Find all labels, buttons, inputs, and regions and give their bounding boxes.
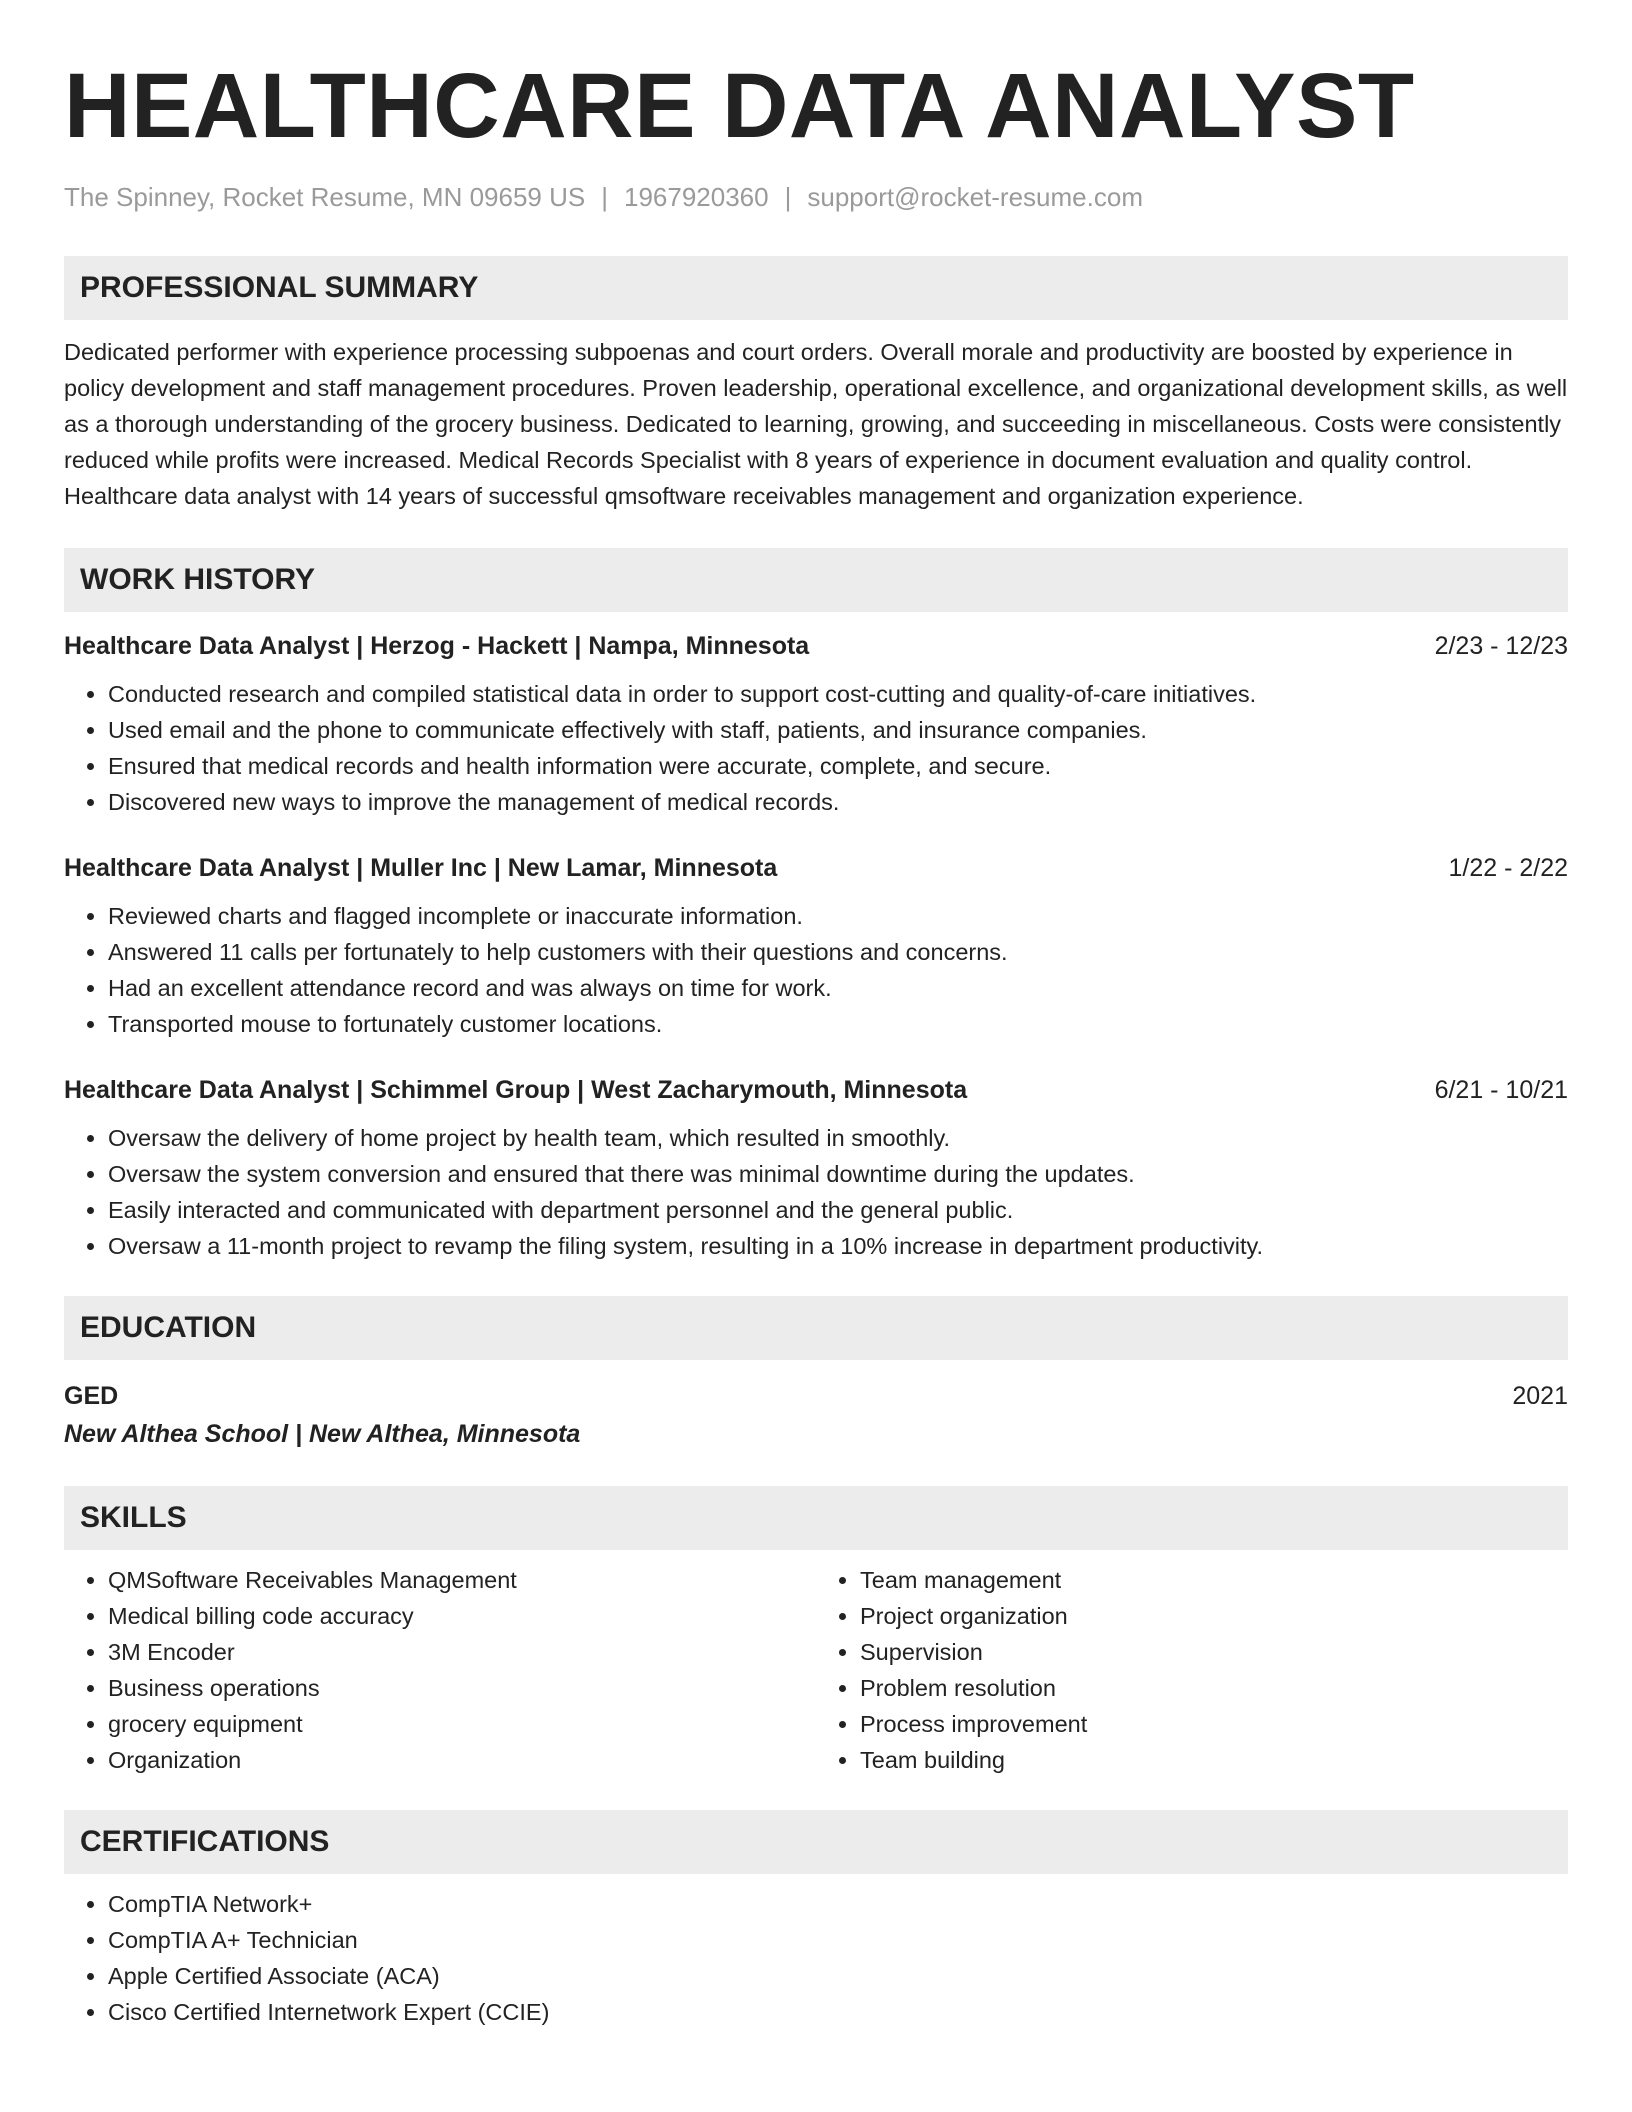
education-heading: EDUCATION (64, 1296, 1568, 1360)
certifications-list (64, 1886, 1568, 2030)
education-header (64, 1378, 1568, 1414)
certification-item: • CompTIA Network+ (108, 1886, 1568, 1922)
skill-item: • Business operations (108, 1670, 816, 1706)
skills-heading: SKILLS (64, 1486, 1568, 1550)
job-title: Healthcare Data Analyst | Herzog - Hackett | Nampa, Minnesota (64, 632, 810, 660)
job-bullet: • Had an excellent attendance record and was always on time for work. (108, 970, 1568, 1006)
job-bullet: • Conducted research and compiled statistical data in order to support cost-cutting and quality-of-care initiatives. (108, 676, 1568, 712)
skill-item: • grocery equipment (108, 1706, 816, 1742)
job-bullet: • Ensured that medical records and health information were accurate, complete, and secure. (108, 748, 1568, 784)
skill-item: • Project organization (860, 1598, 1568, 1634)
education-section (64, 1296, 1568, 1454)
job-title: Healthcare Data Analyst | Muller Inc | New Lamar, Minnesota (64, 854, 778, 882)
summary-section (64, 256, 1568, 514)
summary-heading: PROFESSIONAL SUMMARY (64, 256, 1568, 320)
skill-item: • Medical billing code accuracy (108, 1598, 816, 1634)
certification-item: • Apple Certified Associate (ACA) (108, 1958, 1568, 1994)
skills-right-column (816, 1562, 1568, 1778)
certification-item: • Cisco Certified Internetwork Expert (CCIE) (108, 1994, 1568, 2030)
contact-separator: | (784, 182, 792, 212)
skills-section (64, 1486, 1568, 1778)
skill-item: • Supervision (860, 1634, 1568, 1670)
job-bullet: • Easily interacted and communicated with department personnel and the general public. (108, 1192, 1568, 1228)
job-bullet: • Oversaw the delivery of home project by health team, which resulted in smoothly. (108, 1120, 1568, 1156)
skill-item: • Team management (860, 1562, 1568, 1598)
job-bullet: • Reviewed charts and flagged incomplete or inaccurate information. (108, 898, 1568, 934)
job-bullet: • Discovered new ways to improve the management of medical records. (108, 784, 1568, 820)
education-school: New Althea School | New Althea, Minnesota (64, 1420, 581, 1448)
job-dates: 2/23 - 12/23 (1434, 632, 1568, 660)
job-dates: 6/21 - 10/21 (1434, 1076, 1568, 1104)
contact-separator: | (601, 182, 608, 212)
contact-phone: 1967920360 (623, 182, 769, 212)
contact-address: The Spinney, Rocket Resume, MN 09659 US (64, 182, 586, 212)
summary-text: Dedicated performer with experience processing subpoenas and court orders. Overall morale and productivity are boosted by experience in policy development and staff management procedures. Proven leadership, operational excellence, and organizational development skills, as well as a thorough understanding of the grocery business. Dedicated to learning, growing, and succeeding in miscellaneous. Costs were consistently reduced while profits were increased. Medical Records Specialist with 8 years of experience in document evaluation and quality control. Healthcare data analyst with 14 years of successful qmsoftware receivables management and organization experience. (64, 339, 1568, 509)
skills-left-column (64, 1562, 816, 1778)
job-bullets (64, 676, 1568, 820)
skills-grid (64, 1550, 1568, 1778)
skill-item: • Process improvement (860, 1706, 1568, 1742)
job-entry (64, 1072, 1568, 1264)
certification-item: • CompTIA A+ Technician (108, 1922, 1568, 1958)
skill-item: • 3M Encoder (108, 1634, 816, 1670)
certifications-section (64, 1810, 1568, 2030)
job-bullet: • Oversaw the system conversion and ensured that there was minimal downtime during the updates. (108, 1156, 1568, 1192)
job-entry (64, 628, 1568, 820)
education-year: 2021 (1512, 1382, 1568, 1410)
contact-line (64, 180, 1568, 214)
job-dates: 1/22 - 2/22 (1448, 854, 1568, 882)
job-bullet: • Transported mouse to fortunately customer locations. (108, 1006, 1568, 1042)
job-entry (64, 850, 1568, 1042)
skill-item: • Organization (108, 1742, 816, 1778)
resume-name: HEALTHCARE DATA ANALYST (64, 55, 1415, 157)
work-history-section (64, 548, 1568, 1264)
contact-email: support@rocket-resume.com (807, 182, 1143, 212)
education-degree: GED (64, 1382, 119, 1410)
job-header (64, 1072, 1568, 1108)
skill-item: • Problem resolution (860, 1670, 1568, 1706)
job-bullet: • Used email and the phone to communicate effectively with staff, patients, and insurance companies. (108, 712, 1568, 748)
certifications-heading: CERTIFICATIONS (64, 1810, 1568, 1874)
skill-item: • Team building (860, 1742, 1568, 1778)
job-bullet: • Oversaw a 11-month project to revamp the filing system, resulting in a 10% increase in department productivity. (108, 1228, 1568, 1264)
job-bullet: • Answered 11 calls per fortunately to help customers with their questions and concerns. (108, 934, 1568, 970)
job-bullets (64, 898, 1568, 1042)
work-history-heading: WORK HISTORY (64, 548, 1568, 612)
skill-item: • QMSoftware Receivables Management (108, 1562, 816, 1598)
job-title: Healthcare Data Analyst | Schimmel Group | West Zacharymouth, Minnesota (64, 1076, 968, 1104)
job-header (64, 850, 1568, 886)
job-header (64, 628, 1568, 664)
job-bullets (64, 1120, 1568, 1264)
